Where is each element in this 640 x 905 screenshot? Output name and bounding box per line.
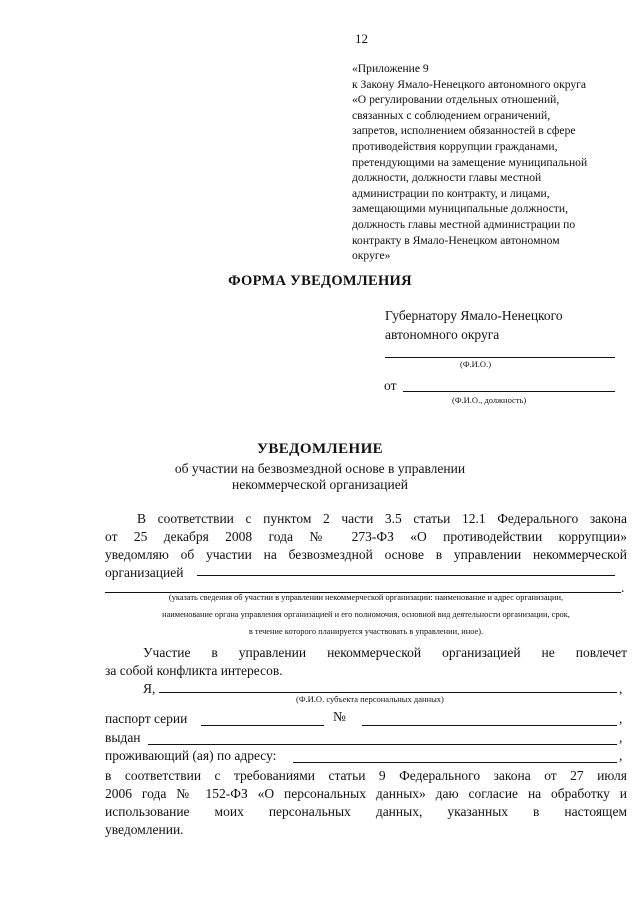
appendix-line: контракту в Ямало-Ненецком автономном [352,233,560,247]
passport-series-blank-line[interactable] [201,725,324,726]
paragraph-line: от 25 декабря 2008 года № 273-ФЗ «О противодействии коррупции» [105,529,627,544]
comma: , [619,681,623,696]
paragraph-line: за собой конфликта интересов. [105,663,283,678]
appendix-line: связанных с соблюдением ограничений, [352,108,551,122]
organization-hint [105,589,627,640]
comma: , [619,748,623,763]
fio-blank-line[interactable] [385,357,615,358]
ya-label: Я, [143,681,156,696]
appendix-line: должность главы местной администрации по [352,217,576,231]
paragraph-line: 2006 года № 152-ФЗ «О персональных данных» даю согласие на обработку и [105,786,627,801]
passport-number-label: № [333,709,346,724]
paragraph-line: организацией [105,565,184,580]
form-title: ФОРМА УВЕДОМЛЕНИЯ [228,273,412,289]
passport-number-blank-line[interactable] [362,725,617,726]
subject-hint: (Ф.И.О. субъекта персональных данных) [296,694,444,704]
subtitle-line: об участии на безвозмездной основе в управлении [174,461,466,476]
paragraph-2 [105,644,627,680]
passport-series-label: паспорт серии [105,711,188,726]
page-number: 12 [355,31,368,46]
appendix-line: администрации по контракту, и лицами, [352,186,550,200]
organization-blank-line[interactable] [197,575,615,576]
issued-blank-line[interactable] [148,744,617,745]
paragraph-line: уведомляю об участии на безвозмездной основе в управлении некоммерческой [105,547,627,562]
paragraph-line: в соответствии с требованиями статьи 9 Федерального закона от 27 июля [105,768,627,783]
appendix-header [352,61,622,264]
from-label: от [384,378,397,393]
trailing-dot: . [621,580,625,595]
paragraph-1 [105,510,627,582]
from-hint: (Ф.И.О., должность) [452,395,527,405]
appendix-line: запретов, исполнением обязанностей в сфере [352,124,576,138]
addressee-line: автономного округа [385,327,500,342]
paragraph-line: Участие в управлении некоммерческой организацией не повлечет [143,645,627,660]
hint-line: (указать сведения об участии в управлении некоммерческой организации: наименование и адрес организации, [168,593,564,602]
notice-subtitle [0,461,640,493]
from-blank-line[interactable] [403,391,615,392]
appendix-line: замещающими муниципальные должности, [352,202,568,216]
comma: , [619,730,623,745]
addressee-line: Губернатору Ямало-Ненецкого [385,308,563,323]
addressee-block [385,306,563,344]
appendix-line: должности, должности главы местной [352,171,542,185]
comma: , [619,711,623,726]
hint-line: наименование органа управления организацией и его полномочия, основной вид деятельности организации, срок, [162,610,570,619]
address-blank-line[interactable] [293,762,617,763]
notice-title: УВЕДОМЛЕНИЕ [256,441,384,457]
appendix-line: претендующими на замещение муниципальной [352,155,588,169]
appendix-line: к Закону Ямало-Ненецкого автономного округа [352,77,587,91]
hint-line: в течение которого планируется участвовать в управлении, иное). [248,627,484,636]
paragraph-3 [105,767,627,839]
appendix-line: округе» [352,249,391,263]
paragraph-line: использование моих персональных данных, указанных в настоящем [105,804,627,819]
subtitle-line: некоммерческой организацией [232,477,408,492]
appendix-line: противодействия коррупции гражданами, [352,139,558,153]
paragraph-line: уведомлении. [105,822,184,837]
appendix-line: «Приложение 9 [352,62,429,75]
paragraph-line: В соответствии с пунктом 2 части 3.5 статьи 12.1 Федерального закона [137,511,627,526]
appendix-line: «О регулировании отдельных отношений, [352,93,560,107]
residing-label: проживающий (ая) по адресу: [105,748,277,763]
subject-name-blank-line[interactable] [159,692,617,693]
issued-label: выдан [105,730,141,745]
fio-hint: (Ф.И.О.) [460,359,492,369]
